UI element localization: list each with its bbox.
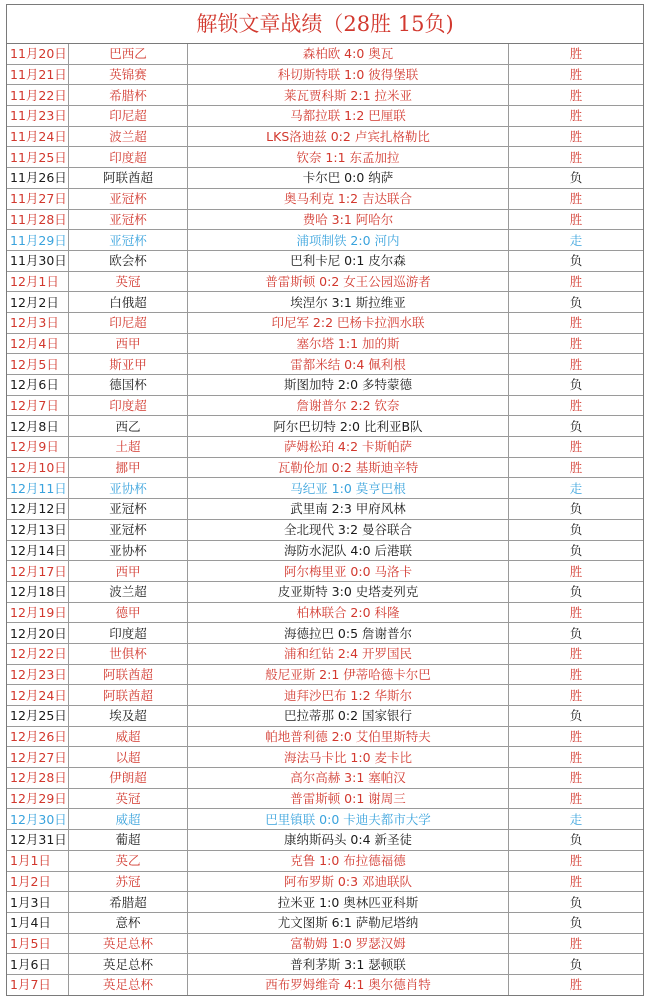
row-date: 11月27日 bbox=[7, 188, 69, 209]
row-result: 胜 bbox=[509, 354, 644, 375]
row-result: 胜 bbox=[509, 395, 644, 416]
row-result: 负 bbox=[509, 519, 644, 540]
row-date: 11月30日 bbox=[7, 250, 69, 271]
table-row bbox=[7, 64, 643, 85]
row-match: 斯图加特 2:0 多特蒙德 bbox=[188, 375, 509, 396]
table-row bbox=[7, 457, 643, 478]
row-result: 胜 bbox=[509, 85, 644, 106]
table-row bbox=[7, 685, 643, 706]
row-match: 浦和红钻 2:4 开罗国民 bbox=[188, 643, 509, 664]
row-date: 12月17日 bbox=[7, 561, 69, 582]
table-row bbox=[7, 871, 643, 892]
table-row bbox=[7, 912, 643, 933]
row-date: 12月30日 bbox=[7, 809, 69, 830]
row-league: 西甲 bbox=[69, 561, 188, 582]
row-league: 印度超 bbox=[69, 395, 188, 416]
row-result: 胜 bbox=[509, 602, 644, 623]
row-match: 马纪亚 1:0 莫亨巴根 bbox=[188, 478, 509, 499]
row-league: 西乙 bbox=[69, 416, 188, 437]
row-league: 挪甲 bbox=[69, 457, 188, 478]
row-date: 12月1日 bbox=[7, 271, 69, 292]
row-result: 胜 bbox=[509, 685, 644, 706]
row-league: 阿联酋超 bbox=[69, 664, 188, 685]
row-league: 白俄超 bbox=[69, 292, 188, 313]
row-match: 巴里镇联 0:0 卡迪夫都市大学 bbox=[188, 809, 509, 830]
row-result: 负 bbox=[509, 250, 644, 271]
row-league: 希腊超 bbox=[69, 892, 188, 913]
row-league: 印尼超 bbox=[69, 106, 188, 127]
row-date: 11月28日 bbox=[7, 209, 69, 230]
row-result: 胜 bbox=[509, 106, 644, 127]
table-row bbox=[7, 892, 643, 913]
row-result: 胜 bbox=[509, 188, 644, 209]
row-match: 钦奈 1:1 东孟加拉 bbox=[188, 147, 509, 168]
row-match: 莱瓦贾科斯 2:1 拉米亚 bbox=[188, 85, 509, 106]
row-date: 12月26日 bbox=[7, 726, 69, 747]
table-row bbox=[7, 354, 643, 375]
row-match: 迪拜沙巴布 1:2 华斯尔 bbox=[188, 685, 509, 706]
row-date: 12月24日 bbox=[7, 685, 69, 706]
row-date: 11月25日 bbox=[7, 147, 69, 168]
row-result: 胜 bbox=[509, 457, 644, 478]
row-result: 胜 bbox=[569, 977, 583, 993]
row-match: 海德拉巴 0:5 詹谢普尔 bbox=[188, 623, 509, 644]
table-row bbox=[7, 250, 643, 271]
table-row bbox=[7, 271, 643, 292]
row-league: 阿联酋超 bbox=[69, 168, 188, 189]
row-league: 亚冠杯 bbox=[69, 209, 188, 230]
row-match: 印尼军 2:2 巴杨卡拉泗水联 bbox=[188, 312, 509, 333]
row-league: 英冠 bbox=[69, 788, 188, 809]
row-league: 苏冠 bbox=[69, 871, 188, 892]
row-date: 1月3日 bbox=[7, 892, 69, 913]
row-league: 亚协杯 bbox=[69, 540, 188, 561]
row-result: 胜 bbox=[509, 726, 644, 747]
row-date: 11月22日 bbox=[7, 85, 69, 106]
table-row bbox=[7, 230, 643, 251]
row-match: 拉米亚 1:0 奥林匹亚科斯 bbox=[188, 892, 509, 913]
row-date: 12月9日 bbox=[7, 437, 69, 458]
row-result: 胜 bbox=[509, 643, 644, 664]
row-date: 12月11日 bbox=[7, 478, 69, 499]
row-date: 12月13日 bbox=[7, 519, 69, 540]
row-league: 英乙 bbox=[69, 850, 188, 871]
row-date: 1月5日 bbox=[7, 933, 69, 954]
table-row bbox=[7, 623, 643, 644]
table-row bbox=[7, 437, 643, 458]
row-result: 胜 bbox=[509, 788, 644, 809]
row-league: 斯亚甲 bbox=[69, 354, 188, 375]
row-result: 负 bbox=[509, 540, 644, 561]
row-date: 1月7日 bbox=[7, 974, 69, 994]
table-row bbox=[7, 850, 643, 871]
table-row bbox=[7, 768, 643, 789]
table-row bbox=[7, 726, 643, 747]
table-row bbox=[7, 209, 643, 230]
row-match: 科切斯特联 1:0 彼得堡联 bbox=[188, 64, 509, 85]
row-result: 胜 bbox=[509, 44, 644, 64]
row-league: 威超 bbox=[69, 809, 188, 830]
row-match: 瓦勒伦加 0:2 基斯迪辛特 bbox=[188, 457, 509, 478]
row-date: 12月27日 bbox=[7, 747, 69, 768]
row-match: 雷都米结 0:4 佩利根 bbox=[188, 354, 509, 375]
row-date: 12月29日 bbox=[7, 788, 69, 809]
row-league: 德甲 bbox=[69, 602, 188, 623]
row-match: 武里南 2:3 甲府风林 bbox=[188, 499, 509, 520]
row-match: 奥马利克 1:2 吉达联合 bbox=[188, 188, 509, 209]
row-result: 负 bbox=[509, 892, 644, 913]
row-date: 12月14日 bbox=[7, 540, 69, 561]
table-row bbox=[7, 581, 643, 602]
table-row bbox=[7, 519, 643, 540]
row-league: 亚冠杯 bbox=[69, 519, 188, 540]
table-row bbox=[7, 333, 643, 354]
row-date: 12月25日 bbox=[7, 706, 69, 727]
row-result: 负 bbox=[509, 581, 644, 602]
row-result: 胜 bbox=[509, 850, 644, 871]
row-result: 胜 bbox=[509, 126, 644, 147]
row-match: 普雷斯顿 0:1 谢周三 bbox=[188, 788, 509, 809]
row-match: 巴利卡尼 0:1 皮尔森 bbox=[188, 250, 509, 271]
row-result: 负 bbox=[509, 954, 644, 975]
table-row bbox=[7, 312, 643, 333]
results-table-body bbox=[7, 44, 643, 995]
row-match: 埃涅尔 3:1 斯拉维亚 bbox=[188, 292, 509, 313]
table-row bbox=[7, 809, 643, 830]
row-league: 巴西乙 bbox=[69, 44, 188, 64]
row-match: 西布罗姆维奇 4:1 奥尔德肖特 bbox=[188, 974, 509, 994]
row-match: 塞尔塔 1:1 加的斯 bbox=[188, 333, 509, 354]
row-result: 胜 bbox=[509, 64, 644, 85]
table-row bbox=[7, 499, 643, 520]
row-result: 胜 bbox=[509, 747, 644, 768]
row-date: 12月4日 bbox=[7, 333, 69, 354]
table-row bbox=[7, 416, 643, 437]
row-league: 亚冠杯 bbox=[69, 230, 188, 251]
row-match: 阿布罗斯 0:3 邓迪联队 bbox=[188, 871, 509, 892]
row-match: 般尼亚斯 2:1 伊蒂哈德卡尔巴 bbox=[188, 664, 509, 685]
table-row bbox=[7, 540, 643, 561]
row-league: 世俱杯 bbox=[69, 643, 188, 664]
row-result: 走 bbox=[509, 478, 644, 499]
row-league: 伊朗超 bbox=[69, 768, 188, 789]
table-row bbox=[7, 106, 643, 127]
row-match: 帕地普利德 2:0 艾伯里斯特夫 bbox=[188, 726, 509, 747]
row-league: 土超 bbox=[69, 437, 188, 458]
row-date: 12月10日 bbox=[7, 457, 69, 478]
row-date: 12月5日 bbox=[7, 354, 69, 375]
row-result: 走 bbox=[509, 230, 644, 251]
row-result: 胜 bbox=[509, 312, 644, 333]
row-match: 富勒姆 1:0 罗瑟汉姆 bbox=[188, 933, 509, 954]
table-row bbox=[7, 933, 643, 954]
row-match: 高尔高赫 3:1 塞帕汉 bbox=[188, 768, 509, 789]
row-date: 12月22日 bbox=[7, 643, 69, 664]
row-result: 负 bbox=[509, 499, 644, 520]
row-league: 希腊杯 bbox=[69, 85, 188, 106]
row-league: 威超 bbox=[69, 726, 188, 747]
row-match: 全北现代 3:2 曼谷联合 bbox=[188, 519, 509, 540]
row-date: 12月18日 bbox=[7, 581, 69, 602]
row-league: 德国杯 bbox=[69, 375, 188, 396]
row-result: 胜 bbox=[509, 933, 644, 954]
row-date: 12月6日 bbox=[7, 375, 69, 396]
row-result: 负 bbox=[509, 375, 644, 396]
row-result: 负 bbox=[509, 623, 644, 644]
row-match: 森柏欧 4:0 奥瓦 bbox=[188, 44, 509, 64]
row-league: 英足总杯 bbox=[69, 954, 188, 975]
row-match: 阿尔巴切特 2:0 比利亚B队 bbox=[188, 416, 509, 437]
row-league: 亚冠杯 bbox=[69, 188, 188, 209]
row-league: 英冠 bbox=[69, 271, 188, 292]
row-date: 12月2日 bbox=[7, 292, 69, 313]
row-date: 12月23日 bbox=[7, 664, 69, 685]
row-result: 胜 bbox=[509, 871, 644, 892]
row-result: 负 bbox=[509, 830, 644, 851]
row-league: 以超 bbox=[69, 747, 188, 768]
table-row bbox=[7, 395, 643, 416]
row-date: 12月28日 bbox=[7, 768, 69, 789]
results-sheet bbox=[6, 4, 644, 996]
row-league: 波兰超 bbox=[69, 126, 188, 147]
row-result: 胜 bbox=[509, 209, 644, 230]
row-result: 负 bbox=[509, 706, 644, 727]
table-row bbox=[7, 375, 643, 396]
row-league: 亚协杯 bbox=[69, 478, 188, 499]
row-date: 1月6日 bbox=[7, 954, 69, 975]
row-match: 詹谢普尔 2:2 钦奈 bbox=[188, 395, 509, 416]
row-result: 负 bbox=[509, 416, 644, 437]
row-match: 费哈 3:1 阿哈尔 bbox=[188, 209, 509, 230]
row-league: 意杯 bbox=[69, 912, 188, 933]
row-match: 普利茅斯 3:1 瑟顿联 bbox=[188, 954, 509, 975]
row-match: 尤文图斯 6:1 萨勒尼塔纳 bbox=[188, 912, 509, 933]
table-row bbox=[7, 44, 643, 64]
row-result: 负 bbox=[509, 292, 644, 313]
row-date: 12月12日 bbox=[7, 499, 69, 520]
row-date: 11月26日 bbox=[7, 168, 69, 189]
row-league: 英足总杯 bbox=[69, 974, 188, 994]
row-date: 12月31日 bbox=[7, 830, 69, 851]
table-row bbox=[7, 643, 643, 664]
row-date: 1月2日 bbox=[7, 871, 69, 892]
row-result: 负 bbox=[509, 912, 644, 933]
table-row bbox=[7, 188, 643, 209]
row-league: 印度超 bbox=[69, 147, 188, 168]
row-match: LKS洛迪兹 0:2 卢宾扎格勒比 bbox=[188, 126, 509, 147]
row-match: 海防水泥队 4:0 后港联 bbox=[188, 540, 509, 561]
row-match: 皮亚斯特 3:0 史塔麦列克 bbox=[188, 581, 509, 602]
row-result: 负 bbox=[509, 168, 644, 189]
row-result: 走 bbox=[509, 809, 644, 830]
table-row bbox=[7, 788, 643, 809]
row-date: 12月20日 bbox=[7, 623, 69, 644]
row-date: 11月20日 bbox=[7, 44, 69, 64]
row-result: 胜 bbox=[509, 271, 644, 292]
row-league: 西甲 bbox=[69, 333, 188, 354]
row-result: 胜 bbox=[509, 768, 644, 789]
row-league: 亚冠杯 bbox=[69, 499, 188, 520]
row-date: 11月24日 bbox=[7, 126, 69, 147]
row-league: 印尼超 bbox=[69, 312, 188, 333]
row-date: 1月4日 bbox=[7, 912, 69, 933]
row-league: 欧会杯 bbox=[69, 250, 188, 271]
row-date: 12月8日 bbox=[7, 416, 69, 437]
row-match: 萨姆松珀 4:2 卡斯帕萨 bbox=[188, 437, 509, 458]
row-league: 英足总杯 bbox=[69, 933, 188, 954]
table-row bbox=[7, 602, 643, 623]
row-result: 胜 bbox=[509, 333, 644, 354]
row-league: 葡超 bbox=[69, 830, 188, 851]
row-date: 12月19日 bbox=[7, 602, 69, 623]
row-result: 胜 bbox=[509, 664, 644, 685]
table-row bbox=[7, 147, 643, 168]
table-row bbox=[7, 478, 643, 499]
row-result: 胜 bbox=[509, 561, 644, 582]
table-row bbox=[7, 561, 643, 582]
row-match: 马都拉联 1:2 巴厘联 bbox=[188, 106, 509, 127]
row-league: 阿联酋超 bbox=[69, 685, 188, 706]
sheet-title: 解锁文章战绩（28胜 15负) bbox=[7, 5, 643, 44]
row-match: 浦项制铁 2:0 河内 bbox=[188, 230, 509, 251]
row-result: 胜 bbox=[509, 437, 644, 458]
table-row bbox=[7, 830, 643, 851]
row-date: 11月29日 bbox=[7, 230, 69, 251]
row-match: 康纳斯码头 0:4 新圣徒 bbox=[188, 830, 509, 851]
row-match: 卡尔巴 0:0 纳萨 bbox=[188, 168, 509, 189]
table-row bbox=[7, 664, 643, 685]
row-league: 波兰超 bbox=[69, 581, 188, 602]
row-result: 胜 bbox=[509, 147, 644, 168]
table-row bbox=[7, 974, 643, 994]
row-date: 11月21日 bbox=[7, 64, 69, 85]
row-match: 普雷斯顿 0:2 女王公园巡游者 bbox=[188, 271, 509, 292]
table-row bbox=[7, 747, 643, 768]
row-league: 英锦赛 bbox=[69, 64, 188, 85]
table-row bbox=[7, 954, 643, 975]
results-table bbox=[7, 44, 643, 995]
table-row bbox=[7, 706, 643, 727]
row-league: 印度超 bbox=[69, 623, 188, 644]
table-row bbox=[7, 85, 643, 106]
table-row bbox=[7, 292, 643, 313]
row-match: 克鲁 1:0 布拉德福德 bbox=[188, 850, 509, 871]
row-match: 阿尔梅里亚 0:0 马洛卡 bbox=[188, 561, 509, 582]
row-league: 埃及超 bbox=[69, 706, 188, 727]
table-row bbox=[7, 168, 643, 189]
row-match: 巴拉蒂那 0:2 国家银行 bbox=[188, 706, 509, 727]
table-row bbox=[7, 126, 643, 147]
row-date: 12月3日 bbox=[7, 312, 69, 333]
row-match: 柏林联合 2:0 科隆 bbox=[188, 602, 509, 623]
row-date: 1月1日 bbox=[7, 850, 69, 871]
row-date: 12月7日 bbox=[7, 395, 69, 416]
row-match: 海法马卡比 1:0 麦卡比 bbox=[188, 747, 509, 768]
row-date: 11月23日 bbox=[7, 106, 69, 127]
